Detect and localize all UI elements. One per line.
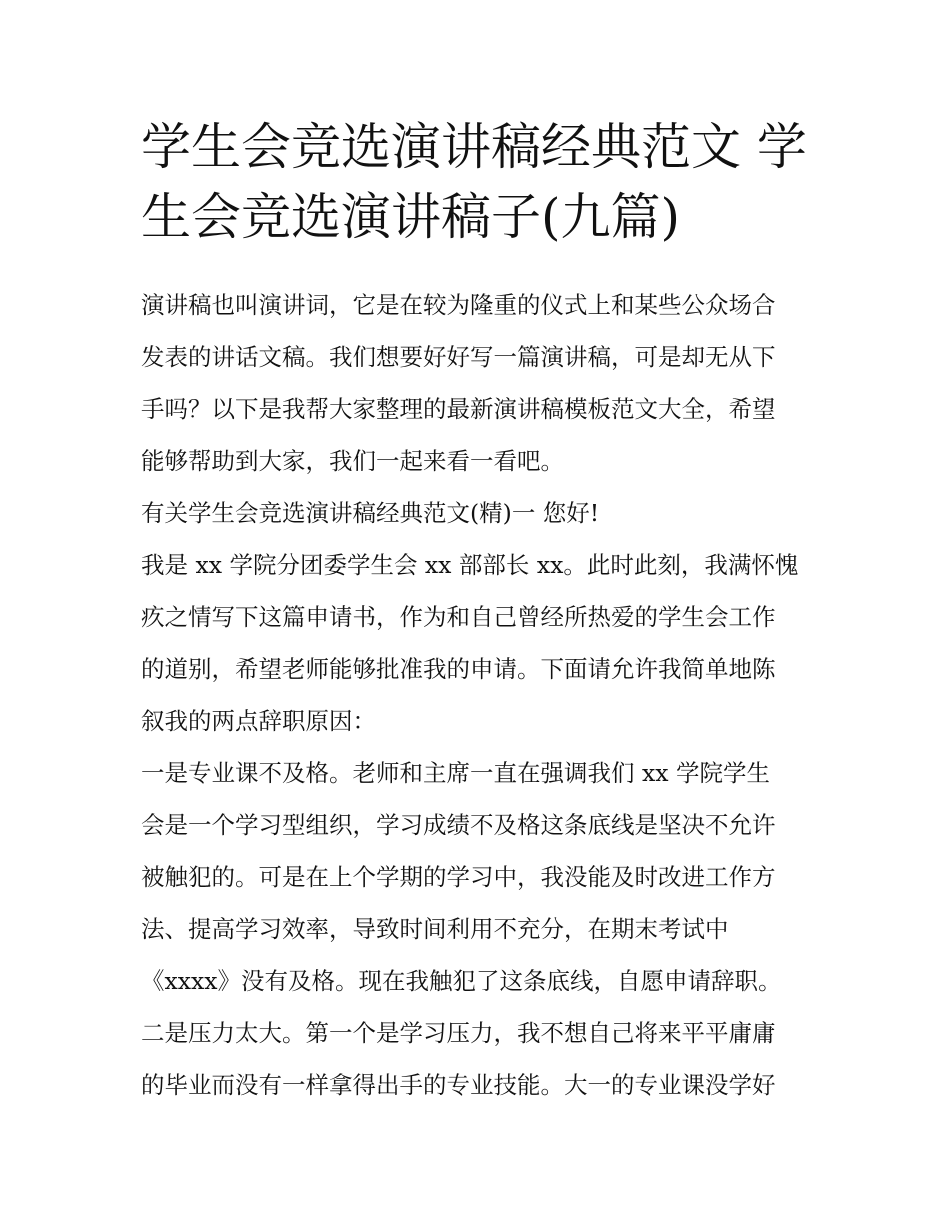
body-line: 发表的讲话文稿。我们想要好好写一篇演讲稿，可是却无从下 (141, 343, 776, 371)
section-heading: 有关学生会竞选演讲稿经典范文(精)一 您好! (141, 499, 600, 527)
body-line: 疚之情写下这篇申请书，作为和自己曾经所热爱的学生会工作 (141, 603, 776, 631)
body-line: 演讲稿也叫演讲词，它是在较为隆重的仪式上和某些公众场合 (141, 291, 776, 319)
body-line: 《xxxx》没有及格。现在我触犯了这条底线，自愿申请辞职。 (141, 967, 782, 995)
body-line: 叙我的两点辞职原因： (141, 707, 376, 735)
body-line: 能够帮助到大家，我们一起来看一看吧。 (141, 447, 564, 475)
title-line-2: 生会竞选演讲稿子(九篇) (141, 188, 681, 246)
document-content (141, 112, 813, 1111)
body-line: 的毕业而没有一样拿得出手的专业技能。大一的专业课没学好 (141, 1071, 776, 1099)
body-line: 的道别，希望老师能够批准我的申请。下面请允许我简单地陈 (141, 655, 776, 683)
body-line: 二是压力太大。第一个是学习压力，我不想自己将来平平庸庸 (141, 1019, 776, 1047)
body-line: 我是 xx 学院分团委学生会 xx 部部长 xx。此时此刻，我满怀愧 (141, 551, 799, 579)
body-line: 被触犯的。可是在上个学期的学习中，我没能及时改进工作方 (141, 863, 776, 891)
document-body (141, 279, 813, 1111)
document-title (141, 112, 813, 252)
body-line: 会是一个学习型组织，学习成绩不及格这条底线是坚决不允许 (141, 811, 776, 839)
body-line: 一是专业课不及格。老师和主席一直在强调我们 xx 学院学生 (141, 759, 770, 787)
body-line: 法、提高学习效率，导致时间利用不充分，在期末考试中 (141, 915, 729, 943)
body-line: 手吗？以下是我帮大家整理的最新演讲稿模板范文大全，希望 (141, 395, 776, 423)
title-line-1: 学生会竞选演讲稿经典范文 学 (141, 118, 807, 176)
